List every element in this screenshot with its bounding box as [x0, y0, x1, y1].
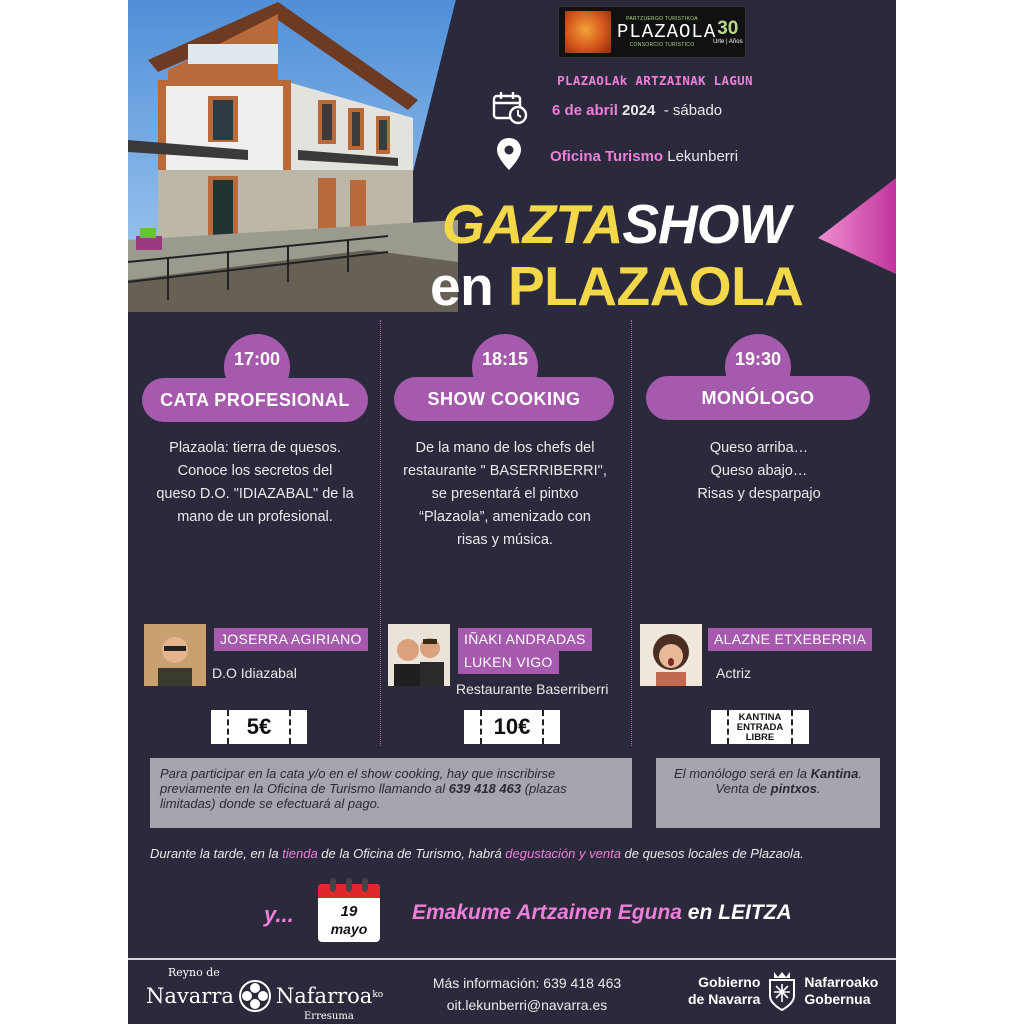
gobernua-line1: Nafarroako	[804, 974, 879, 990]
registration-note	[150, 758, 632, 828]
avatar-alazne	[640, 624, 702, 686]
tagline: PLAZAOLAk ARTZAINAK LAGUN	[557, 73, 753, 88]
station-photo	[128, 0, 458, 312]
title-en: en	[430, 255, 508, 317]
ticket-line: ENTRADA	[736, 722, 784, 733]
event-name-1: CATA PROFESIONAL	[142, 378, 368, 422]
description-line: restaurante " BASERRIBERRI",	[403, 463, 607, 479]
event-location	[550, 148, 738, 165]
note-kantina: Kantina	[810, 766, 859, 781]
logo-small-top: PARTZUERGO TURISTIKOA	[626, 16, 698, 22]
title-show: SHOW	[622, 193, 790, 255]
person-role-2: Restaurante Baserriberri	[456, 681, 609, 697]
gobierno-navarra-logo	[688, 970, 878, 1012]
description-line: Conoce los secretos del	[177, 463, 333, 479]
ticket-line: KANTINA	[738, 712, 782, 723]
upcoming-event-name: Emakume Artzainen Eguna	[412, 901, 682, 924]
note-text: . Venta de	[715, 766, 862, 796]
note-text: Para participar en la cata y/o en el show cooking, hay que inscribirse previamente en la Oficina de Turismo llamando al	[160, 766, 556, 796]
description-line: Risas y desparpajo	[697, 486, 821, 502]
person-name-2a: IÑAKI ANDRADAS	[458, 628, 592, 651]
afternoon-degustacion: degustación y venta	[505, 846, 621, 861]
ticket-price-1	[211, 710, 307, 744]
info-email[interactable]: oit.lekunberri@navarra.es	[446, 997, 608, 1013]
person-name-3: ALAZNE ETXEBERRIA	[708, 628, 872, 651]
title-line-2	[430, 254, 803, 318]
reyno-text: Reyno de	[168, 966, 220, 979]
description-line: Queso abajo…	[710, 463, 808, 479]
afternoon-text: de la Oficina de Turismo, habrá	[317, 846, 506, 861]
calendar-day: 19	[340, 903, 358, 920]
event-time-3: 19:30	[725, 334, 791, 400]
date-row	[492, 93, 722, 127]
calendar-month: mayo	[330, 921, 368, 937]
event-time-2: 18:15	[472, 334, 538, 400]
description-line: risas y música.	[457, 532, 553, 548]
erresuma-text: Erresuma	[304, 1011, 354, 1022]
location-row	[494, 138, 738, 174]
logo-name: PLAZAOLA	[617, 21, 717, 43]
event-poster	[128, 0, 896, 1033]
ticket-line: LIBRE	[745, 732, 775, 743]
title-line-1	[442, 192, 789, 256]
logo-image	[565, 11, 611, 53]
description-line: mano de un profesional.	[177, 509, 333, 525]
note-pintxos: pintxos	[770, 781, 817, 796]
gobernua-line2: Gobernua	[804, 991, 871, 1007]
note-text: El monólogo será en la	[674, 766, 811, 781]
ticket-kantina	[711, 710, 809, 744]
note-text: .	[816, 781, 821, 796]
footer	[128, 962, 896, 1033]
plazaola-logo	[558, 6, 746, 58]
location-place: Oficina Turismo	[550, 147, 664, 165]
title-plazaola: PLAZAOLA	[507, 255, 804, 317]
event-date	[552, 102, 722, 119]
location-pin-icon	[494, 136, 524, 177]
note-phone: 639 418 463	[448, 781, 522, 796]
date-day: 6 de abril	[552, 101, 618, 119]
person-name-1: JOSERRA AGIRIANO	[214, 628, 368, 651]
gobierno-line2: de Navarra	[688, 991, 761, 1007]
date-year: 2024	[622, 101, 656, 119]
contact-info	[402, 972, 652, 1016]
title-gazta: GAZTA	[442, 193, 623, 255]
upcoming-prefix: y...	[264, 902, 294, 927]
avatar-chefs	[388, 624, 450, 686]
event-name-2: SHOW COOKING	[394, 377, 614, 421]
description-line: De la mano de los chefs del	[415, 440, 595, 456]
person-role-1: D.O Idiazabal	[212, 665, 297, 681]
visit-navarra-logo	[146, 966, 383, 1033]
ticket-price-2	[464, 710, 560, 744]
event-description-3	[644, 437, 874, 506]
afternoon-text: de quesos locales de Plazaola.	[620, 846, 804, 861]
note-text: (plazas limitadas) donde se efectuará al pago.	[160, 781, 567, 811]
avatar-joserra	[144, 624, 206, 686]
calendar-clock-icon	[492, 91, 528, 130]
afternoon-note	[150, 846, 890, 861]
description-line: Queso arriba…	[709, 440, 809, 456]
ko-text: ko	[372, 990, 384, 1000]
monologue-note	[656, 758, 880, 828]
calendar-icon	[316, 878, 382, 944]
upcoming-en: en	[681, 901, 719, 924]
person-name-2b: LUKEN VIGO	[458, 651, 559, 674]
event-description-2	[390, 437, 620, 552]
afternoon-tienda: tienda	[282, 846, 318, 861]
upcoming-where: LEITZA	[718, 901, 792, 924]
logo-text	[617, 16, 717, 48]
description-line: se presentará el pintxo	[431, 486, 579, 502]
info-phone: Más información: 639 418 463	[432, 975, 622, 991]
logo-years: Urte | Años	[713, 39, 743, 45]
navarra-flower-icon	[238, 979, 272, 1013]
price-value: 10€	[493, 714, 531, 739]
location-town: Lekunberri	[667, 147, 739, 165]
nafarroa-text: Nafarroa	[275, 984, 373, 1008]
price-value: 5€	[246, 714, 272, 739]
footer-divider	[128, 958, 896, 960]
column-divider	[631, 320, 632, 746]
event-time-1: 17:00	[224, 334, 290, 400]
description-line: “Plazaola”, amenizado con	[419, 509, 591, 525]
description-line: Plazaola: tierra de quesos.	[169, 440, 341, 456]
person-role-3: Actriz	[716, 665, 751, 681]
gobierno-line1: Gobierno	[698, 974, 761, 990]
description-line: queso D.O. "IDIAZABAL" de la	[156, 486, 354, 502]
date-weekday: - sábado	[663, 101, 723, 119]
logo-number: 30	[717, 18, 739, 39]
decorative-triangle	[818, 178, 896, 274]
event-name-3: MONÓLOGO	[646, 376, 870, 420]
logo-anniversary	[713, 19, 743, 45]
coat-of-arms-icon	[766, 970, 798, 1012]
afternoon-text: Durante la tarde, en la	[150, 846, 283, 861]
column-divider	[380, 320, 381, 746]
visitnavarra-web: www.visitnavarra.es	[212, 1024, 283, 1033]
event-description-1	[140, 437, 370, 529]
upcoming-event	[412, 901, 792, 925]
navarra-text: Navarra	[146, 984, 234, 1008]
logo-small-bottom: CONSORCIO TURÍSTICO	[629, 42, 695, 48]
